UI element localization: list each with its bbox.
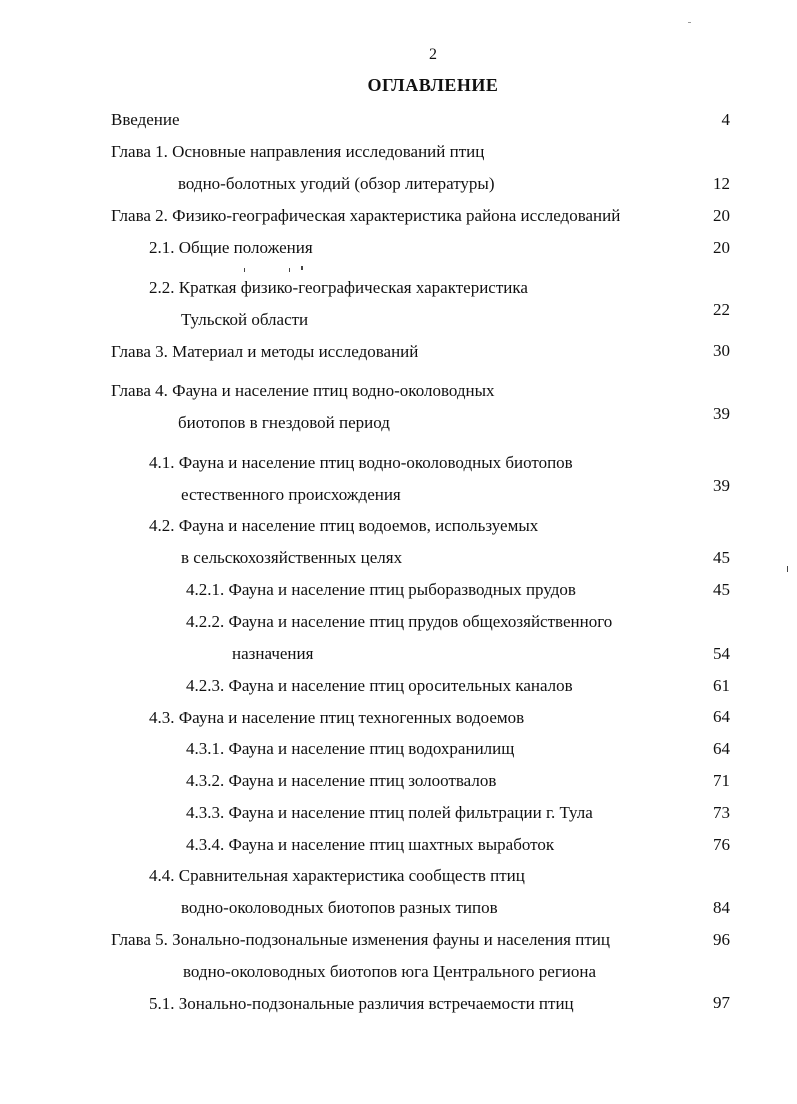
toc-entry-5-1: 5.1. Зонально-подзональные различия встречаемости птиц: [149, 994, 574, 1013]
toc-entry-2-2: 2.2. Краткая физико-географическая характеристика: [149, 278, 528, 297]
toc-entry-2-2-cont: Тульской области: [181, 310, 309, 329]
toc-entry-chapter-4: Глава 4. Фауна и население птиц водно-околоводных: [111, 381, 495, 400]
toc-page-number: 45: [713, 548, 730, 567]
scan-speck: [289, 268, 290, 272]
toc-page-number: 39: [713, 476, 730, 495]
toc-entry-4-3-2: 4.3.2. Фауна и население птиц золоотвалов: [186, 771, 497, 790]
toc-entry-chapter-4-cont: биотопов в гнездовой период: [178, 413, 390, 432]
toc-page-number: 45: [713, 580, 730, 599]
toc-entry-chapter-2: Глава 2. Физико-географическая характеристика района исследований: [111, 206, 621, 225]
toc-page-number: 64: [713, 739, 730, 758]
toc-page-number: 54: [713, 644, 730, 663]
toc-entry-4-2-1: 4.2.1. Фауна и население птиц рыборазводных прудов: [186, 580, 576, 599]
toc-page-number: 61: [713, 676, 730, 695]
scan-speck: [787, 566, 788, 572]
toc-entry-4-2-2-cont: назначения: [232, 644, 314, 663]
toc-page-number: 73: [713, 803, 730, 822]
toc-entry-4-3-4: 4.3.4. Фауна и население птиц шахтных выработок: [186, 835, 555, 854]
toc-entry-4-2-2: 4.2.2. Фауна и население птиц прудов общехозяйственного: [186, 612, 613, 631]
scan-speck: [244, 268, 245, 272]
toc-entry-4-4: 4.4. Сравнительная характеристика сообществ птиц: [149, 866, 525, 885]
page-number: 2: [429, 46, 437, 63]
toc-entry-chapter-5: Глава 5. Зонально-подзональные изменения фауны и населения птиц: [111, 930, 610, 949]
toc-page-number: 12: [713, 174, 730, 193]
toc-page-number: 76: [713, 835, 730, 854]
toc-entry-4-3: 4.3. Фауна и население птиц техногенных водоемов: [149, 708, 525, 727]
toc-entry-chapter-1: Глава 1. Основные направления исследований птиц: [111, 142, 485, 161]
toc-page-number: 22: [713, 300, 730, 319]
toc-page-number: 20: [713, 238, 730, 257]
toc-page-number: 39: [713, 404, 730, 423]
toc-entry-chapter-5-cont: водно-околоводных биотопов юга Центрального региона: [183, 962, 597, 981]
toc-entry-chapter-3: Глава 3. Материал и методы исследований: [111, 342, 419, 361]
toc-entry-4-2-cont: в сельскохозяйственных целях: [181, 548, 403, 567]
toc-page-number: 71: [713, 771, 730, 790]
toc-page-number: 64: [713, 707, 730, 726]
page-title: ОГЛАВЛЕНИЕ: [367, 75, 499, 95]
scan-speck: [688, 22, 691, 23]
toc-page-number: 96: [713, 930, 730, 949]
toc-entry-intro: Введение: [111, 110, 180, 129]
toc-entry-4-1-cont: естественного происхождения: [181, 485, 401, 504]
toc-page-number: 20: [713, 206, 730, 225]
toc-page-number: 97: [713, 993, 730, 1012]
toc-entry-4-4-cont: водно-околоводных биотопов разных типов: [181, 898, 498, 917]
scan-speck: [301, 266, 303, 270]
toc-entry-4-2: 4.2. Фауна и население птиц водоемов, используемых: [149, 516, 539, 535]
toc-entry-4-2-3: 4.2.3. Фауна и население птиц оросительных каналов: [186, 676, 573, 695]
toc-entry-4-1: 4.1. Фауна и население птиц водно-околоводных биотопов: [149, 453, 573, 472]
toc-page-number: 30: [713, 341, 730, 360]
toc-entry-4-3-1: 4.3.1. Фауна и население птиц водохранилищ: [186, 739, 515, 758]
toc-page-number: 84: [713, 898, 730, 917]
toc-entry-4-3-3: 4.3.3. Фауна и население птиц полей фильтрации г. Тула: [186, 803, 593, 822]
toc-page-number: 4: [721, 110, 730, 129]
toc-entry-2-1: 2.1. Общие положения: [149, 238, 313, 257]
toc-entry-chapter-1-cont: водно-болотных угодий (обзор литературы): [178, 174, 495, 193]
